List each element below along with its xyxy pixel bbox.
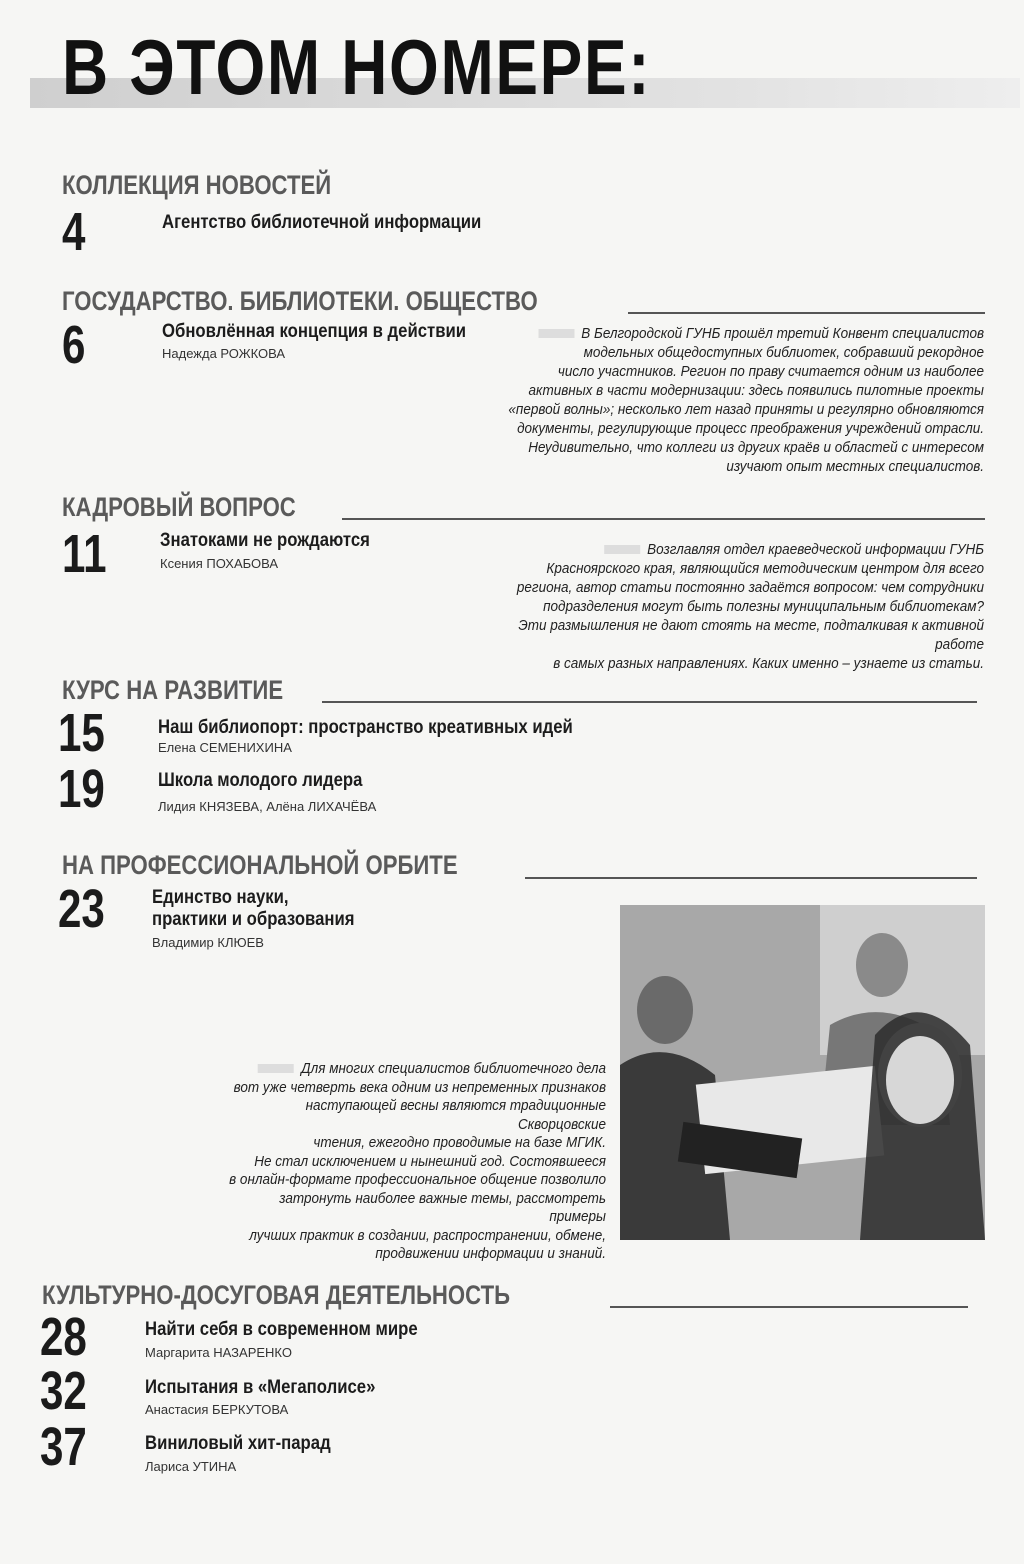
article-title[interactable]: Виниловый хит-парад [145,1433,331,1454]
article-title[interactable]: Агентство библиотечной информации [162,212,482,233]
section-rule [628,312,985,314]
page-number: 28 [40,1307,87,1367]
article-title-line[interactable]: Единство науки, [152,887,289,908]
page-title: В ЭТОМ НОМЕРЕ: [62,23,652,111]
section-heading: НА ПРОФЕССИОНАЛЬНОЙ ОРБИТЕ [62,850,458,880]
article-summary: В Белгородской ГУНБ прошёл третий Конвент специалистов модельных общедоступных библиотек, собравший рекордное число участников. Регион по праву считается одним из наиболее активных в части модернизации: здесь появились пилотные проекты «первой волны»; несколько лет назад приняты и регулярно обновляются документы, регулирующие процесс преображения учреждений отрасли. Неудивительно, что коллеги из других краёв и областей с интересом изучают опыт местных специалистов. [508,325,984,475]
article-author: Елена СЕМЕНИХИНА [158,740,292,755]
article-summary: Возглавляя отдел краеведческой информации ГУНБ Красноярского края, являющийся методическим центром для всего региона, автор статьи постоянно задаётся вопросом: чем сотрудники подразделения могут быть полезны муниципальным библиотекам? Эти размышления не дают стоять на месте, подталкивая к активной работе в самых разных направлениях. Каких именно – узнаете из статьи. [516,541,984,672]
section-heading: КАДРОВЫЙ ВОПРОС [62,492,296,522]
section-heading: КОЛЛЕКЦИЯ НОВОСТЕЙ [62,170,332,200]
page-number: 4 [62,202,86,262]
page-number: 6 [62,315,86,375]
article-summary: Для многих специалистов библиотечного дела вот уже четверть века одним из непременных признаков наступающей весны являются традиционные Скворцовские чтения, ежегодно проводимые на базе МГИК. Не стал исключением и нынешний год. Состоявшееся в онлайн-формате профессиональное общение позволило затронуть наиболее важные темы, рассмотреть примеры лучших практик в создании, распространении, обмене, продвижении информации и знаний. [229,1060,607,1262]
article-title[interactable]: Обновлённая концепция в действии [162,321,467,342]
page-number: 19 [58,759,105,819]
section-heading: ГОСУДАРСТВО. БИБЛИОТЕКИ. ОБЩЕСТВО [62,286,538,316]
page-number: 32 [40,1361,87,1421]
section-heading: КУРС НА РАЗВИТИЕ [62,675,284,705]
article-title[interactable]: Найти себя в современном мире [145,1319,418,1340]
article-title[interactable]: Знатоками не рождаются [160,530,370,551]
article-author: Анастасия БЕРКУТОВА [145,1402,289,1417]
article-author: Ксения ПОХАБОВА [160,556,279,571]
article-title-line[interactable]: практики и образования [152,909,355,930]
article-title[interactable]: Школа молодого лидера [158,770,363,791]
article-title[interactable]: Наш библиопорт: пространство креативных идей [158,717,573,738]
article-author: Лидия КНЯЗЕВА, Алёна ЛИХАЧЁВА [158,799,377,814]
page-number: 11 [62,524,107,584]
section-heading: КУЛЬТУРНО-ДОСУГОВАЯ ДЕЯТЕЛЬНОСТЬ [42,1280,511,1310]
article-author: Маргарита НАЗАРЕНКО [145,1345,292,1360]
section-rule [322,701,977,703]
page-number: 15 [58,703,105,763]
article-author: Лариса УТИНА [145,1459,237,1474]
page-number: 23 [58,879,105,939]
section-rule [610,1306,968,1308]
article-author: Владимир КЛЮЕВ [152,935,264,950]
article-author: Надежда РОЖКОВА [162,346,286,361]
article-photo [620,905,985,1240]
section-rule [525,877,977,879]
section-rule [342,518,985,520]
article-title[interactable]: Испытания в «Мегаполисе» [145,1377,376,1398]
page-number: 37 [40,1417,87,1477]
